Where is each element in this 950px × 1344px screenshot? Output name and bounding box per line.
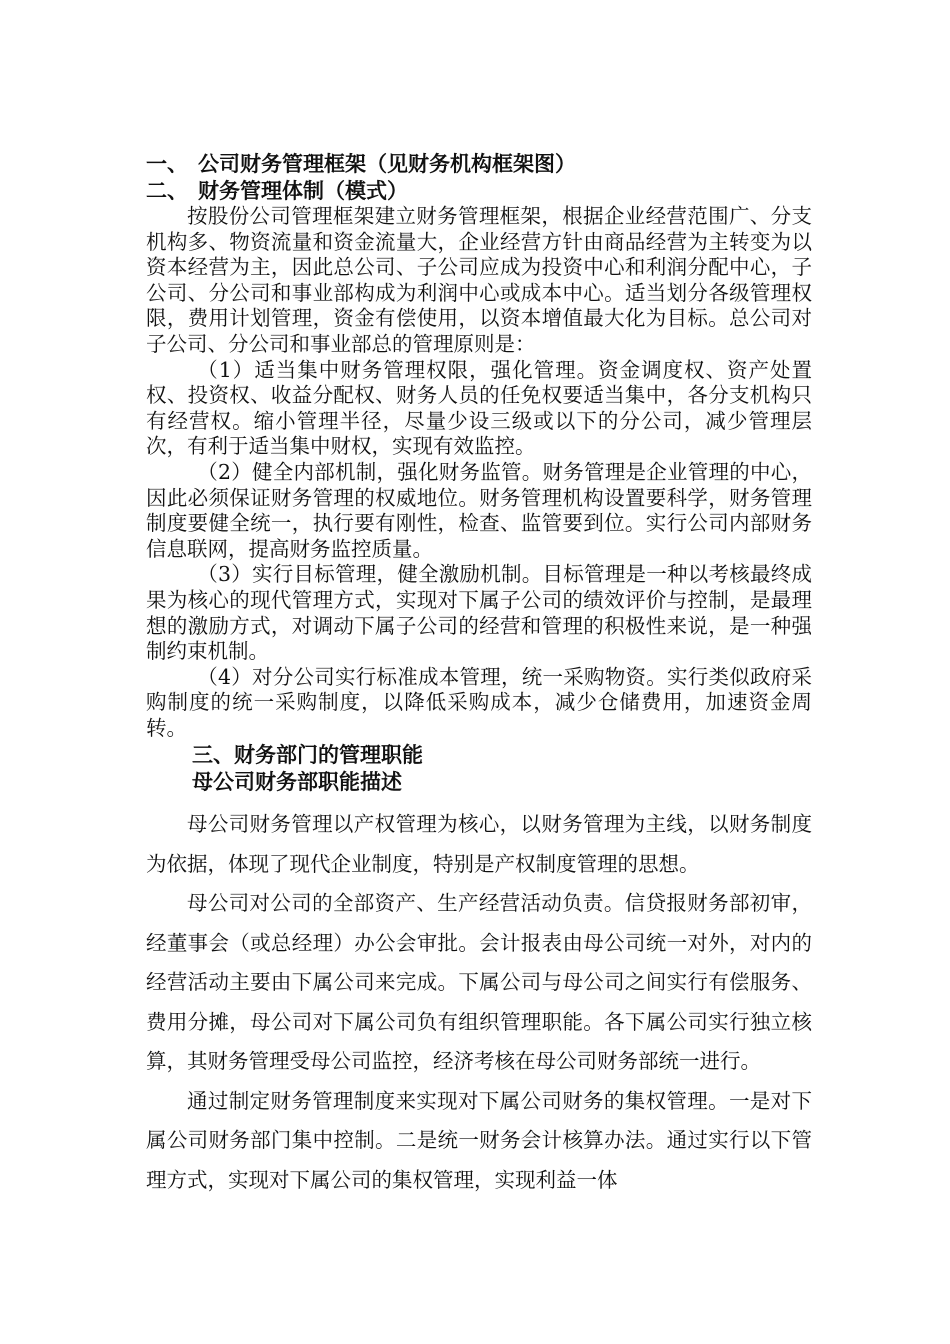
heading-3: 三、财务部门的管理职能	[192, 742, 423, 768]
section2-item-3: （3）实行目标管理，健全激励机制。目标管理是一种以考核最终成果为核心的现代管理方式，实现对下属子公司的绩效评价与控制，是最理想的激励方式，对调动下属子公司的经营和管理的积极性来说，是一种强制约束机制。	[146, 562, 812, 664]
heading-1	[146, 150, 812, 177]
section2-item-1: （1）适当集中财务管理权限，强化管理。资金调度权、资产处置权、投资权、收益分配权、财务人员的任免权要适当集中，各分支机构只有经营权。缩小管理半径，尽量少设三级或以下的分公司，减少管理层次，有利于适当集中财权，实现有效监控。	[146, 357, 812, 459]
section3-paragraph-1: 母公司财务管理以产权管理为核心，以财务管理为主线，以财务制度为依据，体现了现代企业制度，特别是产权制度管理的思想。	[146, 812, 812, 876]
section3-paragraph-3: 通过制定财务管理制度来实现对下属公司财务的集权管理。一是对下属公司财务部门集中控制。二是统一财务会计核算办法。通过实行以下管理方式，实现对下属公司的集权管理，实现利益一体	[146, 1088, 812, 1192]
section2-item-2: （2）健全内部机制，强化财务监管。财务管理是企业管理的中心，因此必须保证财务管理的权威地位。财务管理机构设置要科学，财务管理制度要健全统一，执行要有刚性，检查、监管要到位。实行公司内部财务信息联网，提高财务监控质量。	[146, 459, 812, 561]
heading-2-number: 二、	[146, 178, 188, 203]
section2-intro-paragraph: 按股份公司管理框架建立财务管理框架，根据企业经营范围广、分支机构多、物资流量和资金流量大，企业经营方针由商品经营为主转变为以资本经营为主，因此总公司、子公司应成为投资中心和利润分配中心，子公司、分公司和事业部构成为利润中心或成本中心。适当划分各级管理权限，费用计划管理，资金有偿使用，以资本增值最大化为目标。总公司对子公司、分公司和事业部总的管理原则是：	[146, 204, 812, 356]
document-body	[146, 150, 812, 1200]
heading-3-subtitle: 母公司财务部职能描述	[192, 769, 402, 795]
section2-item-4: （4）对分公司实行标准成本管理，统一采购物资。实行类似政府采购制度的统一采购制度，以降低采购成本，减少仓储费用，加速资金周转。	[146, 664, 812, 740]
heading-2	[146, 177, 812, 204]
heading-1-number: 一、	[146, 151, 188, 176]
section3-body	[146, 805, 812, 1200]
heading-2-text: 财务管理体制（模式）	[198, 178, 408, 203]
section3-paragraph-2: 母公司对公司的全部资产、生产经营活动负责。信贷报财务部初审，经董事会（或总经理）办公会审批。会计报表由母公司统一对外，对内的经营活动主要由下属公司来完成。下属公司与母公司之间实行有偿服务、费用分摊，母公司对下属公司负有组织管理职能。各下属公司实行独立核算，其财务管理受母公司监控，经济考核在母公司财务部统一进行。	[146, 891, 812, 1074]
heading-1-text: 公司财务管理框架（见财务机构框架图）	[198, 151, 576, 176]
